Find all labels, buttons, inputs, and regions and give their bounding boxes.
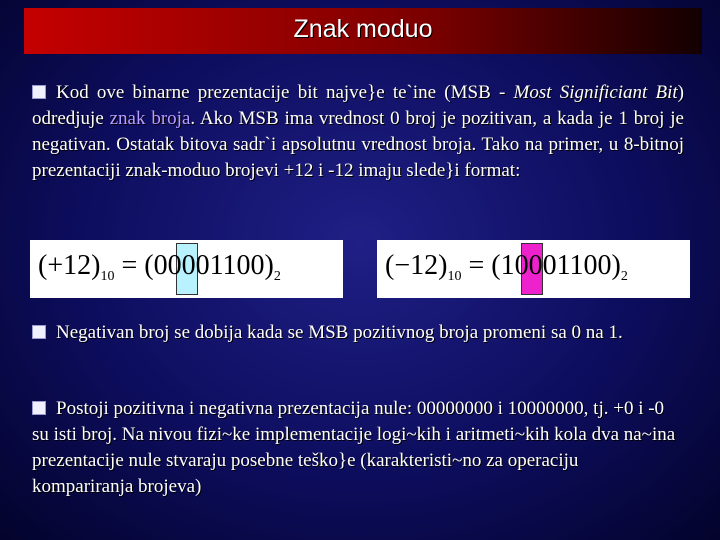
- eq2-lhs: (−12): [385, 250, 448, 281]
- p1-text-before: Kod ove binarne prezentacije bit najve}e te`ine (MSB -: [56, 82, 514, 103]
- eq2-rparen: ): [611, 250, 621, 281]
- eq2-base-right: 2: [620, 269, 628, 284]
- paragraph-zero: [32, 396, 684, 500]
- equation-positive: [38, 250, 281, 285]
- paragraph-msb: [32, 80, 684, 184]
- equation-negative-box: [377, 240, 690, 298]
- equation-negative: [385, 250, 628, 285]
- eq1-equals: = (: [114, 250, 154, 281]
- square-bullet-icon: [32, 401, 46, 415]
- p2-text: Negativan broj se dobija kada se MSB pozitivnog broja promeni sa 0 na 1.: [56, 322, 623, 343]
- eq2-base-left: 10: [447, 269, 462, 284]
- square-bullet-icon: [32, 85, 46, 99]
- eq2-bits: 10001100: [500, 250, 612, 281]
- paragraph-negative: [32, 320, 684, 346]
- eq1-rparen: ): [264, 250, 274, 281]
- square-bullet-icon: [32, 325, 46, 339]
- eq1-lhs: (+12): [38, 250, 101, 281]
- eq1-base-left: 10: [100, 269, 115, 284]
- eq1-bits: 00001100: [153, 250, 265, 281]
- eq2-equals: = (: [461, 250, 501, 281]
- equation-positive-box: [30, 240, 343, 298]
- p1-italic: Most Significiant Bit: [513, 82, 678, 103]
- slide-title: Znak moduo: [293, 15, 433, 43]
- p3-text: Postoji pozitivna i negativna prezentacija nule: 00000000 i 10000000, tj. +0 i -0 su isti broj. Na nivou fizi~ke implementacije logi~kih i aritmeti~kih kola dva na~ina prezentacije nule stvaraju posebne teško}e (karakteristi~no za operaciju kompariranja brojeva): [32, 398, 676, 497]
- p1-text-middle: ) odredjuje: [32, 82, 684, 129]
- p1-highlight: znak broja: [109, 108, 191, 129]
- p1-text-after: . Ako MSB ima vrednost 0 broj je pozitivan, a kada je 1 broj je negativan. Ostatak bitova sadr`i apsolutnu vrednost broja. Tako na primer, u 8-bitnoj prezentaciji znak-moduo brojevi +12 i -12 imaju slede}i format:: [32, 108, 684, 181]
- title-bar: [24, 8, 702, 54]
- eq1-base-right: 2: [273, 269, 281, 284]
